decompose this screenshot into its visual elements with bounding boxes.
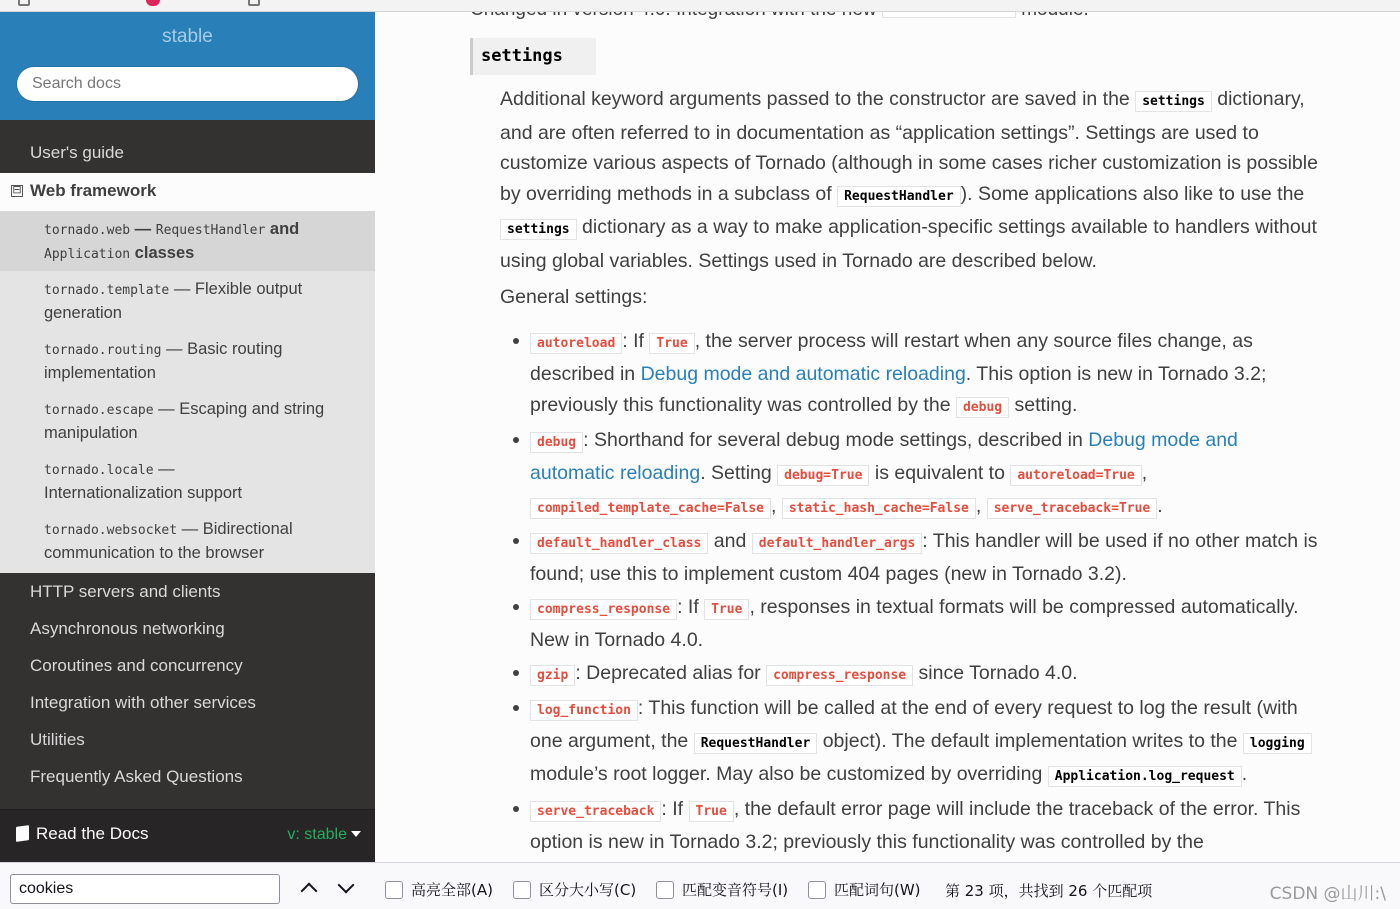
list-item-gzip: gzip : Deprecated alias for compress_response since Tornado 4.0. bbox=[530, 658, 1320, 691]
find-previous-icon[interactable] bbox=[296, 876, 322, 902]
settings-term: settings bbox=[470, 38, 596, 75]
version-selector[interactable]: v: stable bbox=[287, 826, 361, 844]
nav-integration[interactable]: Integration with other services bbox=[30, 693, 256, 712]
nav-users-guide[interactable]: User's guide bbox=[30, 143, 124, 162]
search-docs-input[interactable] bbox=[16, 66, 359, 102]
checkbox-icon[interactable] bbox=[385, 881, 403, 899]
settings-description: Additional keyword arguments passed to the constructor are saved in the settings dictionary, and are often referred to in documentation as “application settings”. Settings are used to customize various aspects of Tornado (although in some cases richer customization is possible by overriding methods in a subclass of RequestHandler ). Some applications also like to use the settings dictionary as a way to make application-specific settings available to handlers without using global variables. Settings used in Tornado are described below. bbox=[500, 88, 1318, 272]
docs-sidebar bbox=[0, 12, 375, 862]
checkbox-icon[interactable] bbox=[513, 881, 531, 899]
nav-web-framework[interactable] bbox=[0, 173, 375, 211]
subnav-item-tornado-template[interactable]: tornado.template — Flexible output generation bbox=[44, 280, 303, 322]
docs-version-label[interactable]: stable bbox=[162, 26, 213, 47]
nav-utilities[interactable]: Utilities bbox=[30, 730, 85, 749]
read-the-docs-bar[interactable] bbox=[0, 809, 375, 862]
find-bar bbox=[0, 862, 1400, 909]
watermark: CSDN @山川:\ bbox=[1269, 884, 1386, 904]
collapse-icon[interactable]: ⊟ bbox=[12, 184, 22, 196]
debug-mode-link[interactable]: Debug mode and automatic reloading bbox=[640, 363, 966, 385]
subnav-item-tornado-web[interactable]: tornado.web — RequestHandler and Application classes bbox=[0, 211, 375, 271]
sidebar-header bbox=[0, 12, 375, 120]
list-item-default-handler: default_handler_class and default_handler_args : This handler will be used if no other match is found; use this to implement custom 404 pages (new in Tornado 3.2). bbox=[530, 526, 1320, 590]
find-next-icon[interactable] bbox=[333, 876, 359, 902]
book-icon bbox=[16, 825, 29, 842]
checkbox-icon[interactable] bbox=[808, 881, 826, 899]
tab-icon[interactable] bbox=[248, 0, 260, 6]
general-settings-heading: General settings: bbox=[500, 286, 648, 308]
tab-icon[interactable] bbox=[18, 0, 30, 6]
nav-coroutines[interactable]: Coroutines and concurrency bbox=[30, 656, 243, 675]
nav-web-framework-label: Web framework bbox=[30, 181, 157, 200]
subnav-item-tornado-locale[interactable]: tornado.locale — Internationalization support bbox=[44, 460, 243, 502]
list-item-debug: debug : Shorthand for several debug mode settings, described in Debug mode and automatic reloading. Setting debug=True is equivalent to autoreload=True , compiled_template_cache=False , static_hash_cache=False , serve_traceback=True . bbox=[530, 425, 1320, 524]
web-framework-subnav bbox=[0, 211, 375, 573]
subnav-item-tornado-websocket[interactable]: tornado.websocket — Bidirectional communication to the browser bbox=[44, 520, 293, 562]
list-item-log-function: log_function : This function will be called at the end of every request to log the result (with one argument, the RequestHandler object). The default implementation writes to the logging module’s root logger. May also be customized by overriding Application.log_request . bbox=[530, 693, 1320, 792]
subnav-item-tornado-routing[interactable]: tornado.routing — Basic routing implementation bbox=[44, 340, 283, 382]
notification-badge-icon bbox=[146, 0, 160, 6]
nav-faq[interactable]: Frequently Asked Questions bbox=[30, 767, 243, 786]
docs-content bbox=[375, 12, 1400, 862]
subnav-item-tornado-escape[interactable]: tornado.escape — Escaping and string manipulation bbox=[44, 400, 325, 442]
list-item-serve-traceback: serve_traceback : If True , the default error page will include the traceback of the error. This option is new in Tornado 3.2; previously this functionality was controlled by the bbox=[530, 794, 1320, 858]
nav-async-networking[interactable]: Asynchronous networking bbox=[30, 619, 225, 638]
browser-top-strip bbox=[0, 0, 1400, 12]
list-item-autoreload: autoreload : If True , the server process will restart when any source files change, as described in Debug mode and automatic reloading. This option is new in Tornado 3.2; previously this functionality was controlled by the debug setting. bbox=[530, 326, 1320, 423]
debug-mode-link[interactable]: Debug mode and automatic reloading bbox=[530, 429, 1238, 484]
find-status: 第 23 项，共找到 26 个匹配项 bbox=[945, 882, 1153, 900]
match-diacritics-checkbox[interactable]: 匹配变音符号(I) bbox=[656, 879, 788, 899]
list-item-compress-response: compress_response : If True , responses in textual formats will be compressed automatically. New in Tornado 4.0. bbox=[530, 592, 1320, 656]
read-the-docs-label: Read the Docs bbox=[16, 824, 148, 844]
match-case-checkbox[interactable]: 区分大小写(C) bbox=[513, 879, 636, 899]
settings-list bbox=[530, 326, 1320, 860]
checkbox-icon[interactable] bbox=[656, 881, 674, 899]
caret-down-icon bbox=[351, 831, 361, 837]
nav-http-servers[interactable]: HTTP servers and clients bbox=[30, 582, 221, 601]
find-input[interactable] bbox=[10, 874, 280, 904]
whole-words-checkbox[interactable]: 匹配词句(W) bbox=[808, 879, 921, 899]
highlight-all-checkbox[interactable]: 高亮全部(A) bbox=[385, 879, 493, 899]
